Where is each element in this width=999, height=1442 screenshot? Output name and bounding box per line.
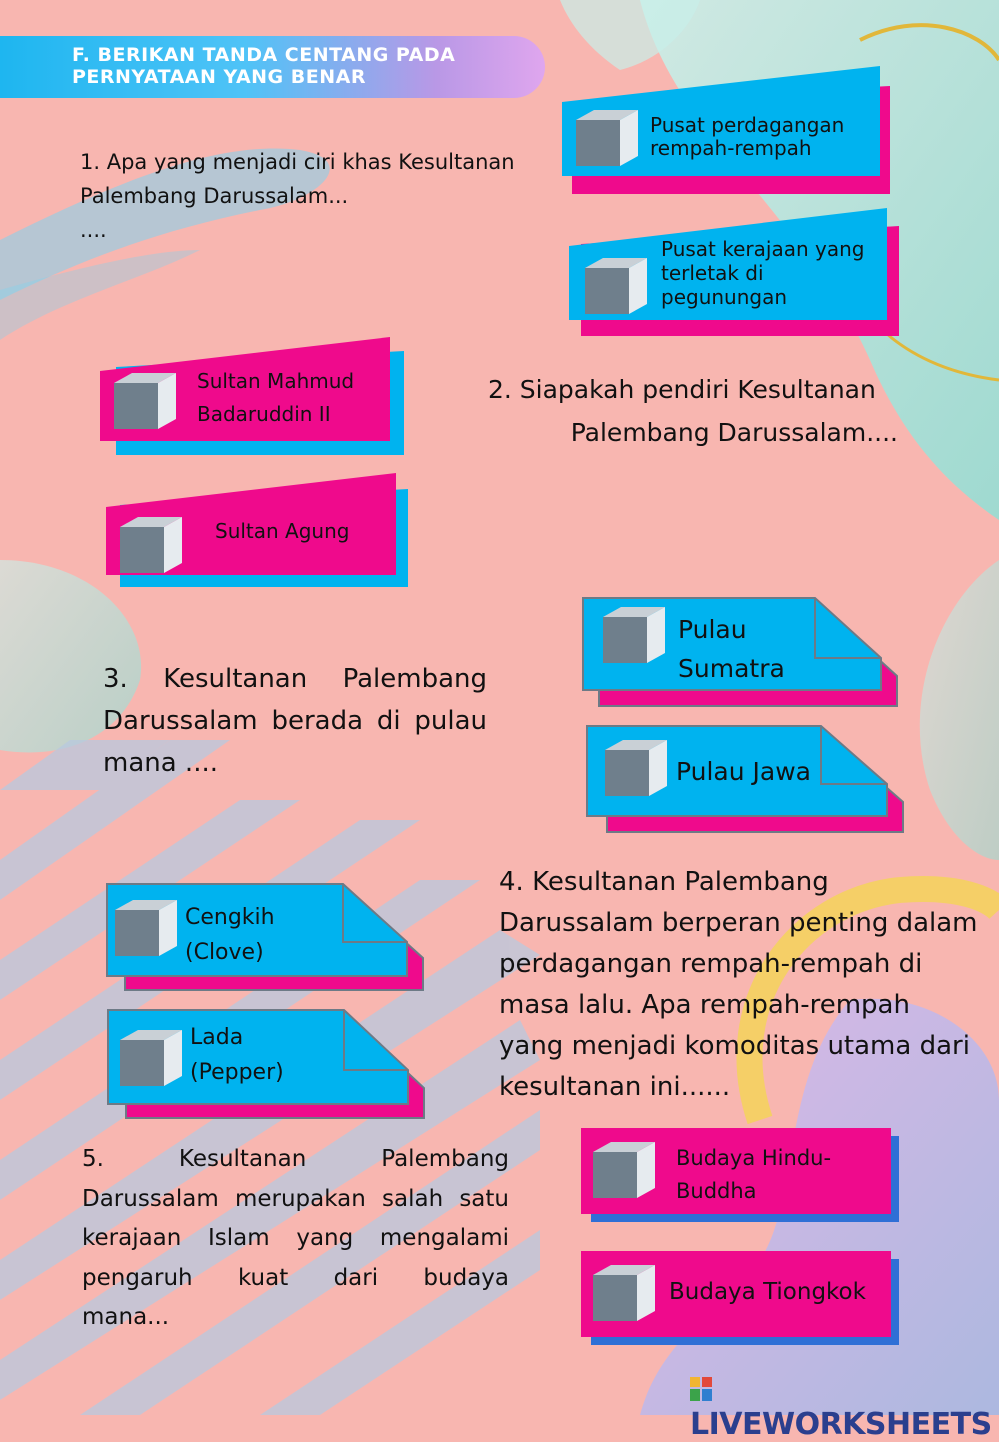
option-q1-b[interactable] <box>569 206 901 338</box>
checkbox-cube-icon[interactable] <box>593 1265 655 1321</box>
option-q3-b[interactable] <box>585 724 907 836</box>
question-1-text: 1. Apa yang menjadi ciri khas Kesultanan Palembang Darussalam... <box>80 150 515 208</box>
option-q4-a[interactable] <box>105 882 427 994</box>
option-q2-b[interactable] <box>106 473 410 589</box>
option-label: Buddha <box>676 1179 757 1203</box>
question-5-line: mana... <box>82 1304 170 1330</box>
option-q1-a[interactable] <box>562 62 892 196</box>
option-label: Badaruddin II <box>197 402 331 426</box>
option-label: Pusat kerajaan yang <box>661 237 865 261</box>
option-label: Pulau <box>678 615 747 644</box>
option-label: Cengkih <box>185 905 275 930</box>
option-label: Sultan Agung <box>215 519 350 543</box>
option-label: (Clove) <box>185 940 264 965</box>
question-5-line: Darussalam merupakan salah satu <box>82 1185 509 1212</box>
question-1-continuation: .... <box>80 218 107 242</box>
question-5-line: kerajaan Islam yang mengalami <box>82 1225 509 1251</box>
question-3 <box>103 658 487 784</box>
checkbox-cube-icon[interactable] <box>605 740 667 796</box>
question-4-text: 4. Kesultanan Palembang Darussalam berperan penting dalam perdagangan rempah-rempah di masa lalu. Apa rempah-rempah yang menjadi komoditas utama dari kesultanan ini...... <box>499 867 978 1102</box>
liveworksheets-logo-icon <box>690 1377 712 1401</box>
option-label: rempah-rempah <box>650 136 812 160</box>
question-3-line: mana .... <box>103 748 218 778</box>
option-label: (Pepper) <box>190 1060 284 1085</box>
checkbox-cube-icon[interactable] <box>114 373 176 429</box>
question-3-line: Darussalam berada di pulau <box>103 706 487 736</box>
option-label: Pulau Jawa <box>676 757 811 786</box>
question-4 <box>499 862 979 1108</box>
option-label: terletak di <box>661 261 764 285</box>
checkbox-cube-icon[interactable] <box>576 110 638 166</box>
option-q4-b[interactable] <box>106 1008 428 1122</box>
question-5-line: 5. Kesultanan Palembang <box>82 1146 509 1172</box>
option-label: Lada <box>190 1025 244 1050</box>
checkbox-cube-icon[interactable] <box>593 1142 655 1198</box>
option-label: Budaya Tiongkok <box>669 1279 866 1305</box>
checkbox-cube-icon[interactable] <box>603 607 665 663</box>
checkbox-cube-icon[interactable] <box>115 900 177 956</box>
question-2-line: 2. Siapakah pendiri Kesultanan <box>488 375 876 404</box>
liveworksheets-logo <box>690 1372 999 1442</box>
section-title: F. BERIKAN TANDA CENTANG PADA PERNYATAAN YANG BENAR <box>72 44 456 88</box>
option-label: Sumatra <box>678 654 785 683</box>
question-3-line: 3. Kesultanan Palembang <box>103 664 487 694</box>
question-2-line: Palembang Darussalam.... <box>570 418 898 447</box>
option-q5-b[interactable] <box>581 1251 901 1347</box>
option-q2-a[interactable] <box>100 337 406 457</box>
checkbox-cube-icon[interactable] <box>120 1030 182 1086</box>
option-label: Sultan Mahmud <box>197 369 355 393</box>
section-header <box>0 36 545 98</box>
option-label: Pusat perdagangan <box>650 113 845 137</box>
option-q3-a[interactable] <box>581 596 901 710</box>
question-5-line: pengaruh kuat dari budaya <box>82 1264 509 1291</box>
option-q5-a[interactable] <box>581 1128 901 1224</box>
checkbox-cube-icon[interactable] <box>585 258 647 314</box>
option-label: pegunungan <box>661 285 788 309</box>
checkbox-cube-icon[interactable] <box>120 517 182 573</box>
option-label: Budaya Hindu- <box>676 1146 832 1170</box>
brand-name: LIVEWORKSHEETS <box>690 1407 992 1442</box>
question-1 <box>80 145 540 247</box>
question-5 <box>82 1140 509 1338</box>
question-2 <box>488 368 898 454</box>
